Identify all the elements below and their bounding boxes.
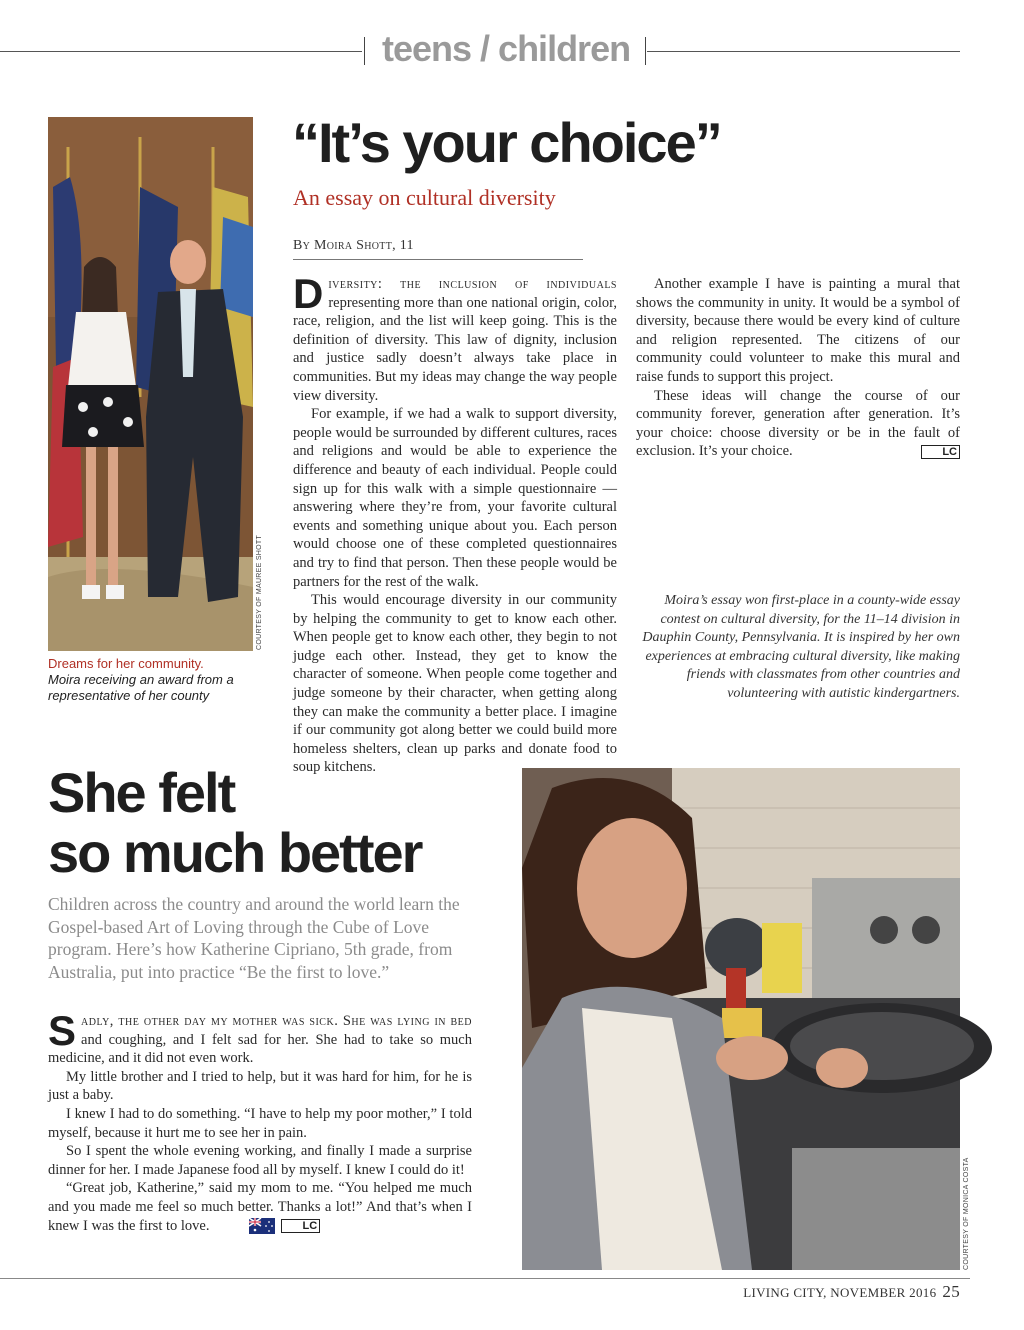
article2-paragraph: So I spent the whole evening working, and finally I made a surprise dinner for her. I made Japanese food all by myself. I knew I could do it! — [48, 1143, 472, 1178]
section-rule-right — [647, 51, 960, 52]
article1-p5: These ideas will change the course of our community forever, generation after generation. It’s your choice: choose diversity or be in the fault of exclusion. It’s your choice. — [636, 387, 960, 460]
cooking-photo-credit: COURTESY OF MONICA COSTA — [963, 1157, 970, 1270]
cooking-photo — [522, 768, 960, 1270]
award-photo-caption — [48, 656, 258, 704]
article2-body — [48, 1007, 472, 1235]
article1-column-2 — [636, 275, 960, 461]
page-number: 25 — [942, 1282, 960, 1301]
section-bar-right — [645, 37, 646, 65]
publication-name: LIVING CITY, NOVEMBER 2016 — [743, 1285, 937, 1300]
section-title: teens / children — [382, 28, 631, 69]
article2-lead: adly, the other day my mother was sick. She was lying in bed — [81, 1013, 472, 1029]
article2-p1: and coughing, and I felt sad for her. She had to take so much medicine, and it did not even work. — [48, 1031, 472, 1067]
article1-p3: This would encourage diversity in our community by helping the community to get to know each other. When people get to know each other, they begin to not judge each other. Instead, they get to know the character of someone. When people come together and judge someone by their character, when getting along they can make the community a better place. I imagine if our community got along better we could build more homeless shelters, clean up parks and donate food to soup kitchens. — [293, 592, 617, 776]
article1-paragraph — [293, 270, 617, 405]
article1-paragraph — [636, 387, 960, 461]
byline-rule — [293, 259, 583, 260]
section-rule-left — [0, 51, 362, 52]
article2-paragraph: My little brother and I tried to help, but it was hard for him, for he is just a baby. — [48, 1068, 472, 1104]
award-photo — [48, 117, 253, 651]
lc-logo: LC — [921, 445, 960, 459]
article1-paragraph: Another example I have is painting a mural that shows the community in unity. It would be a symbol of diversity, because there would be every kind of culture and religion represented. The citizens of our community could volunteer to make this mural and raise funds to support this project. — [636, 276, 960, 385]
article2-title — [48, 763, 421, 883]
article1-lead: iversity: the inclusion of individuals — [328, 276, 617, 292]
cooking-photo-illustration — [522, 768, 960, 1270]
article1-subtitle: An essay on cultural diversity — [293, 185, 556, 210]
article1-p1: representing more than one national origin, color, race, religion, and the list will keep going. This is the definition of diversity. This law of dignity, inclusion and justice sadly doesn’t always take place in communities. But my ideas may change the way people view diversity. — [293, 294, 617, 404]
lc-logo: LC — [281, 1219, 320, 1233]
article1-title: “It’s your choice” — [292, 111, 721, 174]
article1-paragraph — [293, 591, 617, 777]
page-footer — [743, 1282, 960, 1302]
award-photo-illustration — [48, 117, 253, 651]
article2-dropcap: S — [48, 1007, 77, 1054]
article2-title-line1: She felt — [48, 761, 235, 824]
article1-note: Moira’s essay won first-place in a county-wide essay contest on cultural diversity, for the 11–14 division in Dauphin County, Pennsylvania. It is inspired by her own experiences at embracing cultural diversity, like making friends with classmates from other countries and volunteering with autistic kindergartners. — [642, 593, 960, 701]
article2-p5: “Great job, Katherine,” said my mom to me. “You helped me much and you made me feel so much better. Thanks a lot!” And that’s when I knew I was the first to love. — [48, 1180, 472, 1234]
article1-column-1 — [293, 270, 617, 776]
caption-head: Dreams for her community. — [48, 656, 204, 671]
section-bar-left — [364, 37, 365, 65]
footer-rule — [0, 1278, 970, 1279]
article2-paragraph — [48, 1007, 472, 1068]
article2-paragraph: I knew I had to do something. “I have to help my poor mother,” I told myself, because it hurt me to see her in pain. — [48, 1105, 472, 1141]
award-photo-credit: COURTESY OF MAUREE SHOTT — [256, 534, 263, 650]
article2-paragraph — [48, 1179, 472, 1235]
article1-byline: By Moira Shott, 11 — [293, 238, 414, 253]
article2-intro: Children across the country and around the world learn the Gospel-based Art of Loving through the Cube of Love program. Here’s how Katherine Cipriano, 5th grade, from Australia, put into practice “Be the first to love.” — [48, 894, 460, 982]
australia-flag-icon — [249, 1218, 275, 1234]
caption-body: Moira receiving an award from a representative of her county — [48, 672, 234, 703]
article1-paragraph: For example, if we had a walk to support diversity, people would be surrounded by different cultures, races and religions and would be able to experience the difference and beauty of each individual. People could sign up for this walk with a simple questionnaire — answering where they’re from, your favorite cultural events and something unique about you. Each person would choose one of these completed questionnaires and try to find that person. Then these people would be partners for the rest of the walk. — [293, 406, 617, 590]
article2-title-line2: so much better — [48, 821, 422, 884]
article1-dropcap: D — [293, 270, 324, 317]
